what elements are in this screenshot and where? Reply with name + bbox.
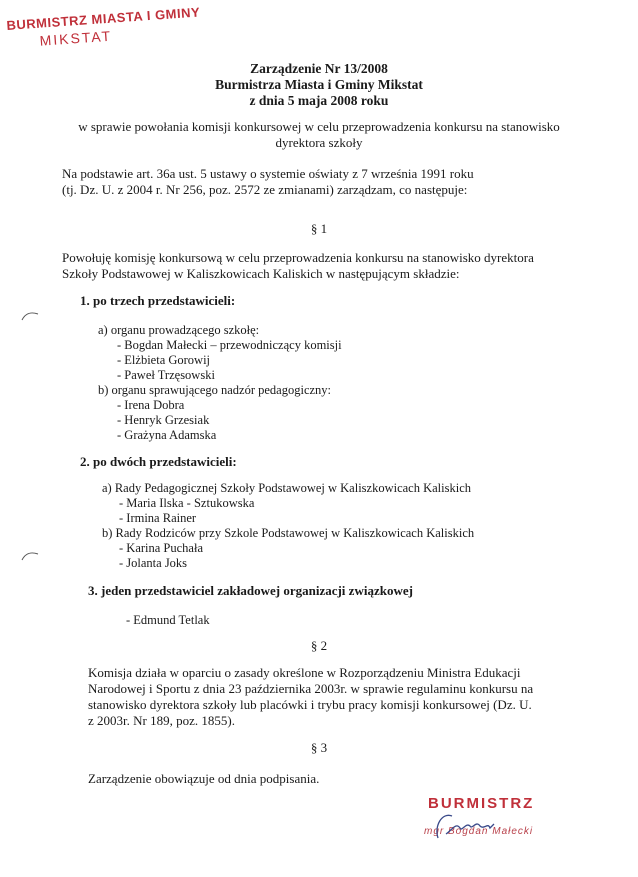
section-1-mark: § 1: [310, 221, 328, 236]
group-3-heading: 3. jeden przedstawiciel zakładowej organizacji związkowej: [88, 583, 413, 598]
member-item: - Henryk Grzesiak: [117, 413, 210, 427]
section-3-mark: § 3: [310, 740, 328, 755]
group-1-a-label: a) organu prowadzącego szkołę:: [98, 323, 260, 337]
member-item: - Edmund Tetlak: [126, 613, 210, 627]
subject-line-2: dyrektora szkoły: [275, 135, 363, 150]
ordinance-issuer: Burmistrza Miasta i Gminy Mikstat: [215, 77, 423, 92]
group-2-b-label: b) Rady Rodziców przy Szkole Podstawowej w Kaliszkowicach Kaliskich: [102, 526, 475, 540]
legal-basis-line-1: Na podstawie art. 36a ust. 5 ustawy o systemie oświaty z 7 września 1991 roku: [62, 166, 474, 181]
ordinance-number: Zarządzenie Nr 13/2008: [250, 61, 388, 76]
margin-mark: [20, 310, 40, 322]
section-2-line: stanowisko dyrektora szkoły lub placówki i trybu pracy komisji konkursowej (Dz. U.: [88, 697, 532, 712]
section-3-text: Zarządzenie obowiązuje od dnia podpisania.: [88, 771, 320, 786]
mayor-stamp-title: BURMISTRZ: [428, 795, 535, 812]
ordinance-date: z dnia 5 maja 2008 roku: [249, 93, 389, 108]
member-item: - Irena Dobra: [117, 398, 185, 412]
member-item: - Bogdan Małecki – przewodniczący komisji: [117, 338, 342, 352]
group-1-heading: 1. po trzech przedstawicieli:: [80, 293, 236, 308]
section-2-mark: § 2: [310, 638, 328, 653]
section-1-intro-line-1: Powołuję komisję konkursową w celu przeprowadzenia konkursu na stanowisko dyrektora: [62, 250, 534, 265]
stamp-line-1: BURMISTRZ MIASTA I GMINY: [6, 4, 201, 33]
section-2-line: z 2003r. Nr 189, poz. 1855).: [88, 713, 235, 728]
group-2-heading: 2. po dwóch przedstawicieli:: [80, 454, 237, 469]
subject-line-1: w sprawie powołania komisji konkursowej w celu przeprowadzenia konkursu na stanowisko: [78, 119, 560, 134]
section-2-line: Narodowej i Sportu z dnia 23 października 2003r. w sprawie regulaminu konkursu na: [88, 681, 534, 696]
member-item: - Karina Puchała: [119, 541, 203, 555]
section-2-line: Komisja działa w oparciu o zasady określone w Rozporządzeniu Ministra Edukacji: [88, 665, 521, 680]
member-item: - Irmina Rainer: [119, 511, 197, 525]
group-1-b-label: b) organu sprawującego nadzór pedagogiczny:: [98, 383, 332, 397]
group-2-a-label: a) Rady Pedagogicznej Szkoły Podstawowej w Kaliszkowicach Kaliskich: [102, 481, 472, 495]
mayor-stamp-name: mgr Bogdan Małecki: [424, 826, 534, 837]
member-item: - Elżbieta Gorowij: [117, 353, 211, 367]
member-item: - Jolanta Joks: [119, 556, 188, 570]
section-1-intro-line-2: Szkoły Podstawowej w Kaliszkowicach Kaliskich w następującym składzie:: [62, 266, 460, 281]
member-item: - Paweł Trzęsowski: [117, 368, 215, 382]
handwritten-signature: [432, 808, 522, 848]
member-item: - Maria Ilska - Sztukowska: [119, 496, 255, 510]
margin-mark: [20, 550, 40, 562]
office-stamp: [6, 4, 202, 50]
stamp-line-2: MIKSTAT: [39, 27, 113, 49]
legal-basis-line-2: (tj. Dz. U. z 2004 r. Nr 256, poz. 2572 ze zmianami) zarządzam, co następuje:: [62, 182, 468, 197]
member-item: - Grażyna Adamska: [117, 428, 217, 442]
